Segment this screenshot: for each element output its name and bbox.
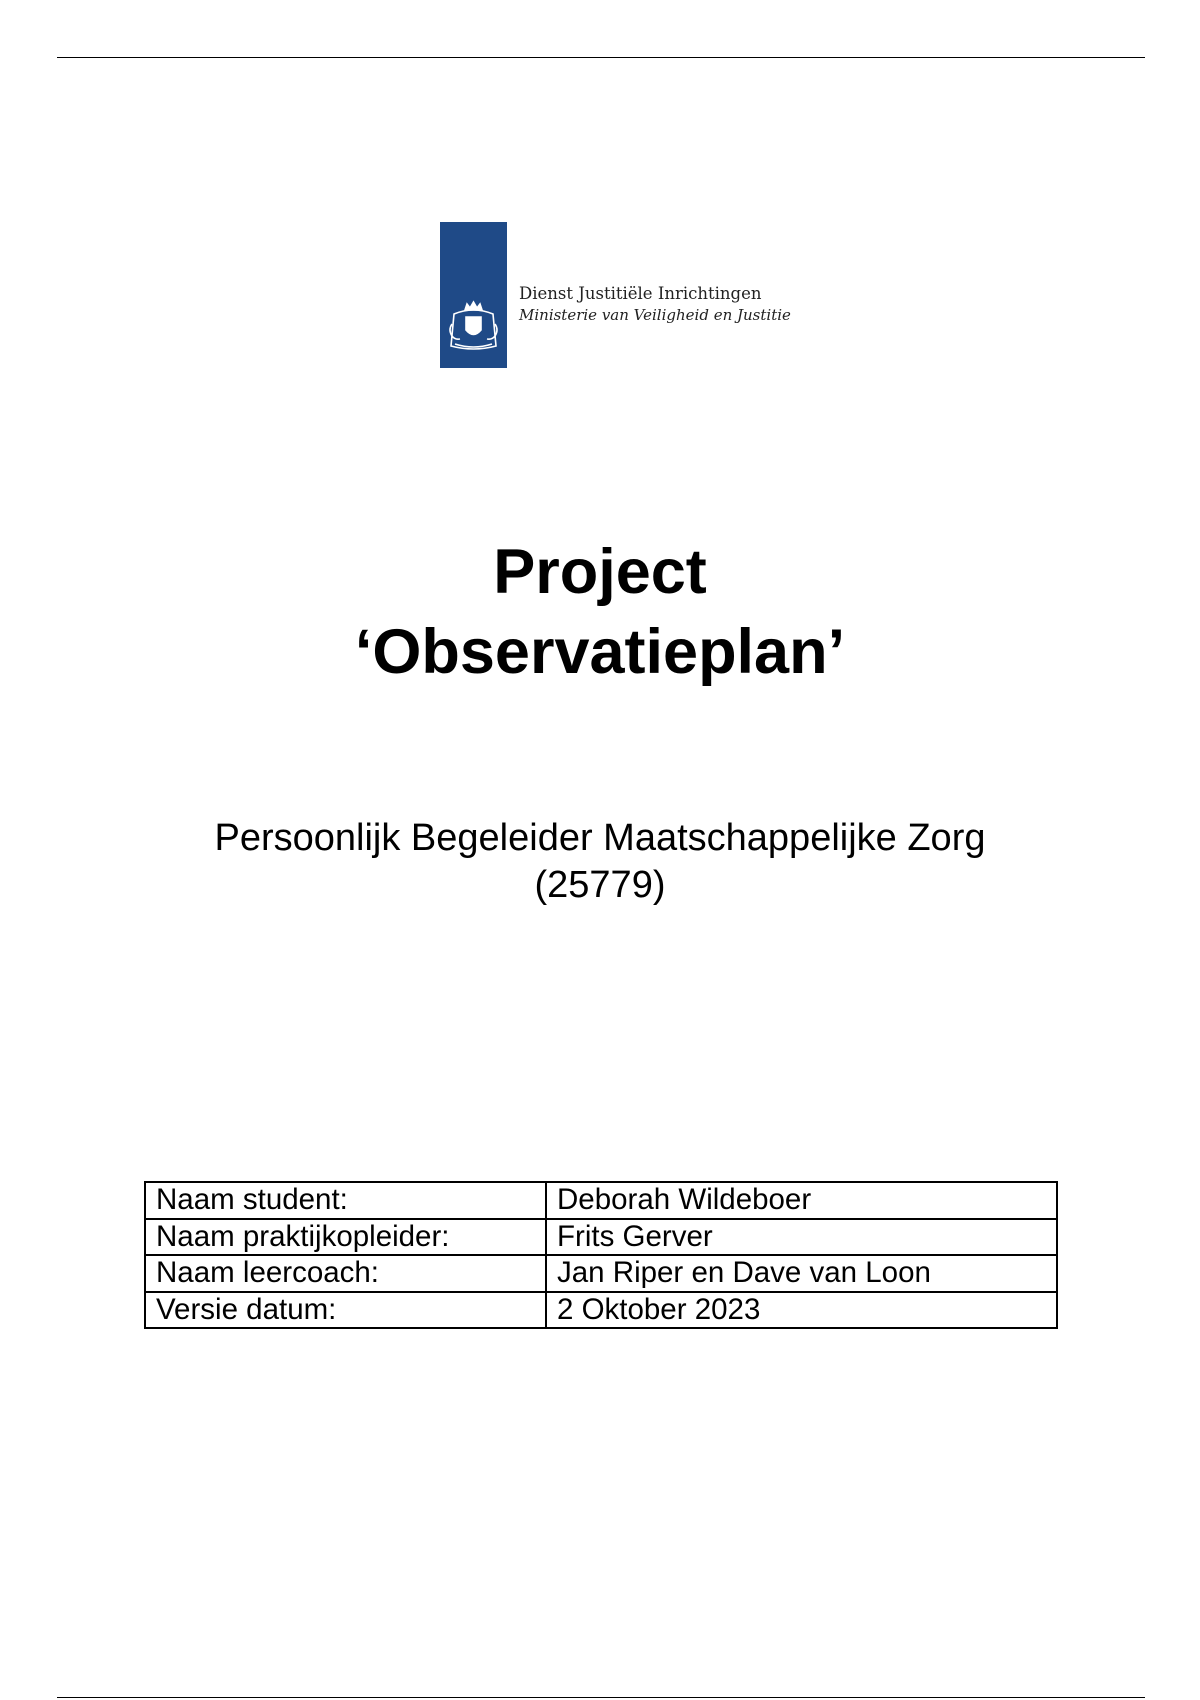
table-row — [145, 1292, 1057, 1329]
table-row — [145, 1255, 1057, 1292]
info-table — [144, 1181, 1058, 1329]
title-line-1: Project — [493, 537, 707, 607]
table-row — [145, 1219, 1057, 1256]
logo-ministry: Ministerie van Veiligheid en Justitie — [519, 306, 791, 324]
row-label: Naam leercoach: — [145, 1255, 546, 1292]
row-label: Versie datum: — [145, 1292, 546, 1329]
title-line-2: ‘Observatieplan’ — [354, 617, 846, 687]
subtitle-line-2: (25779) — [534, 864, 666, 906]
subtitle — [0, 815, 1200, 909]
row-value: 2 Oktober 2023 — [546, 1292, 1057, 1329]
logo-text — [519, 283, 791, 325]
row-label: Naam student: — [145, 1182, 546, 1219]
row-value: Deborah Wildeboer — [546, 1182, 1057, 1219]
row-value: Jan Riper en Dave van Loon — [546, 1255, 1057, 1292]
coat-of-arms-icon — [440, 222, 507, 368]
row-label: Naam praktijkopleider: — [145, 1219, 546, 1256]
bottom-rule — [57, 1697, 1145, 1698]
logo-organization: Dienst Justitiële Inrichtingen — [519, 284, 762, 303]
table-row — [145, 1182, 1057, 1219]
top-rule — [57, 57, 1145, 58]
row-value: Frits Gerver — [546, 1219, 1057, 1256]
page-title — [0, 532, 1200, 692]
subtitle-line-1: Persoonlijk Begeleider Maatschappelijke Zorg — [214, 817, 986, 859]
logo — [440, 222, 791, 368]
